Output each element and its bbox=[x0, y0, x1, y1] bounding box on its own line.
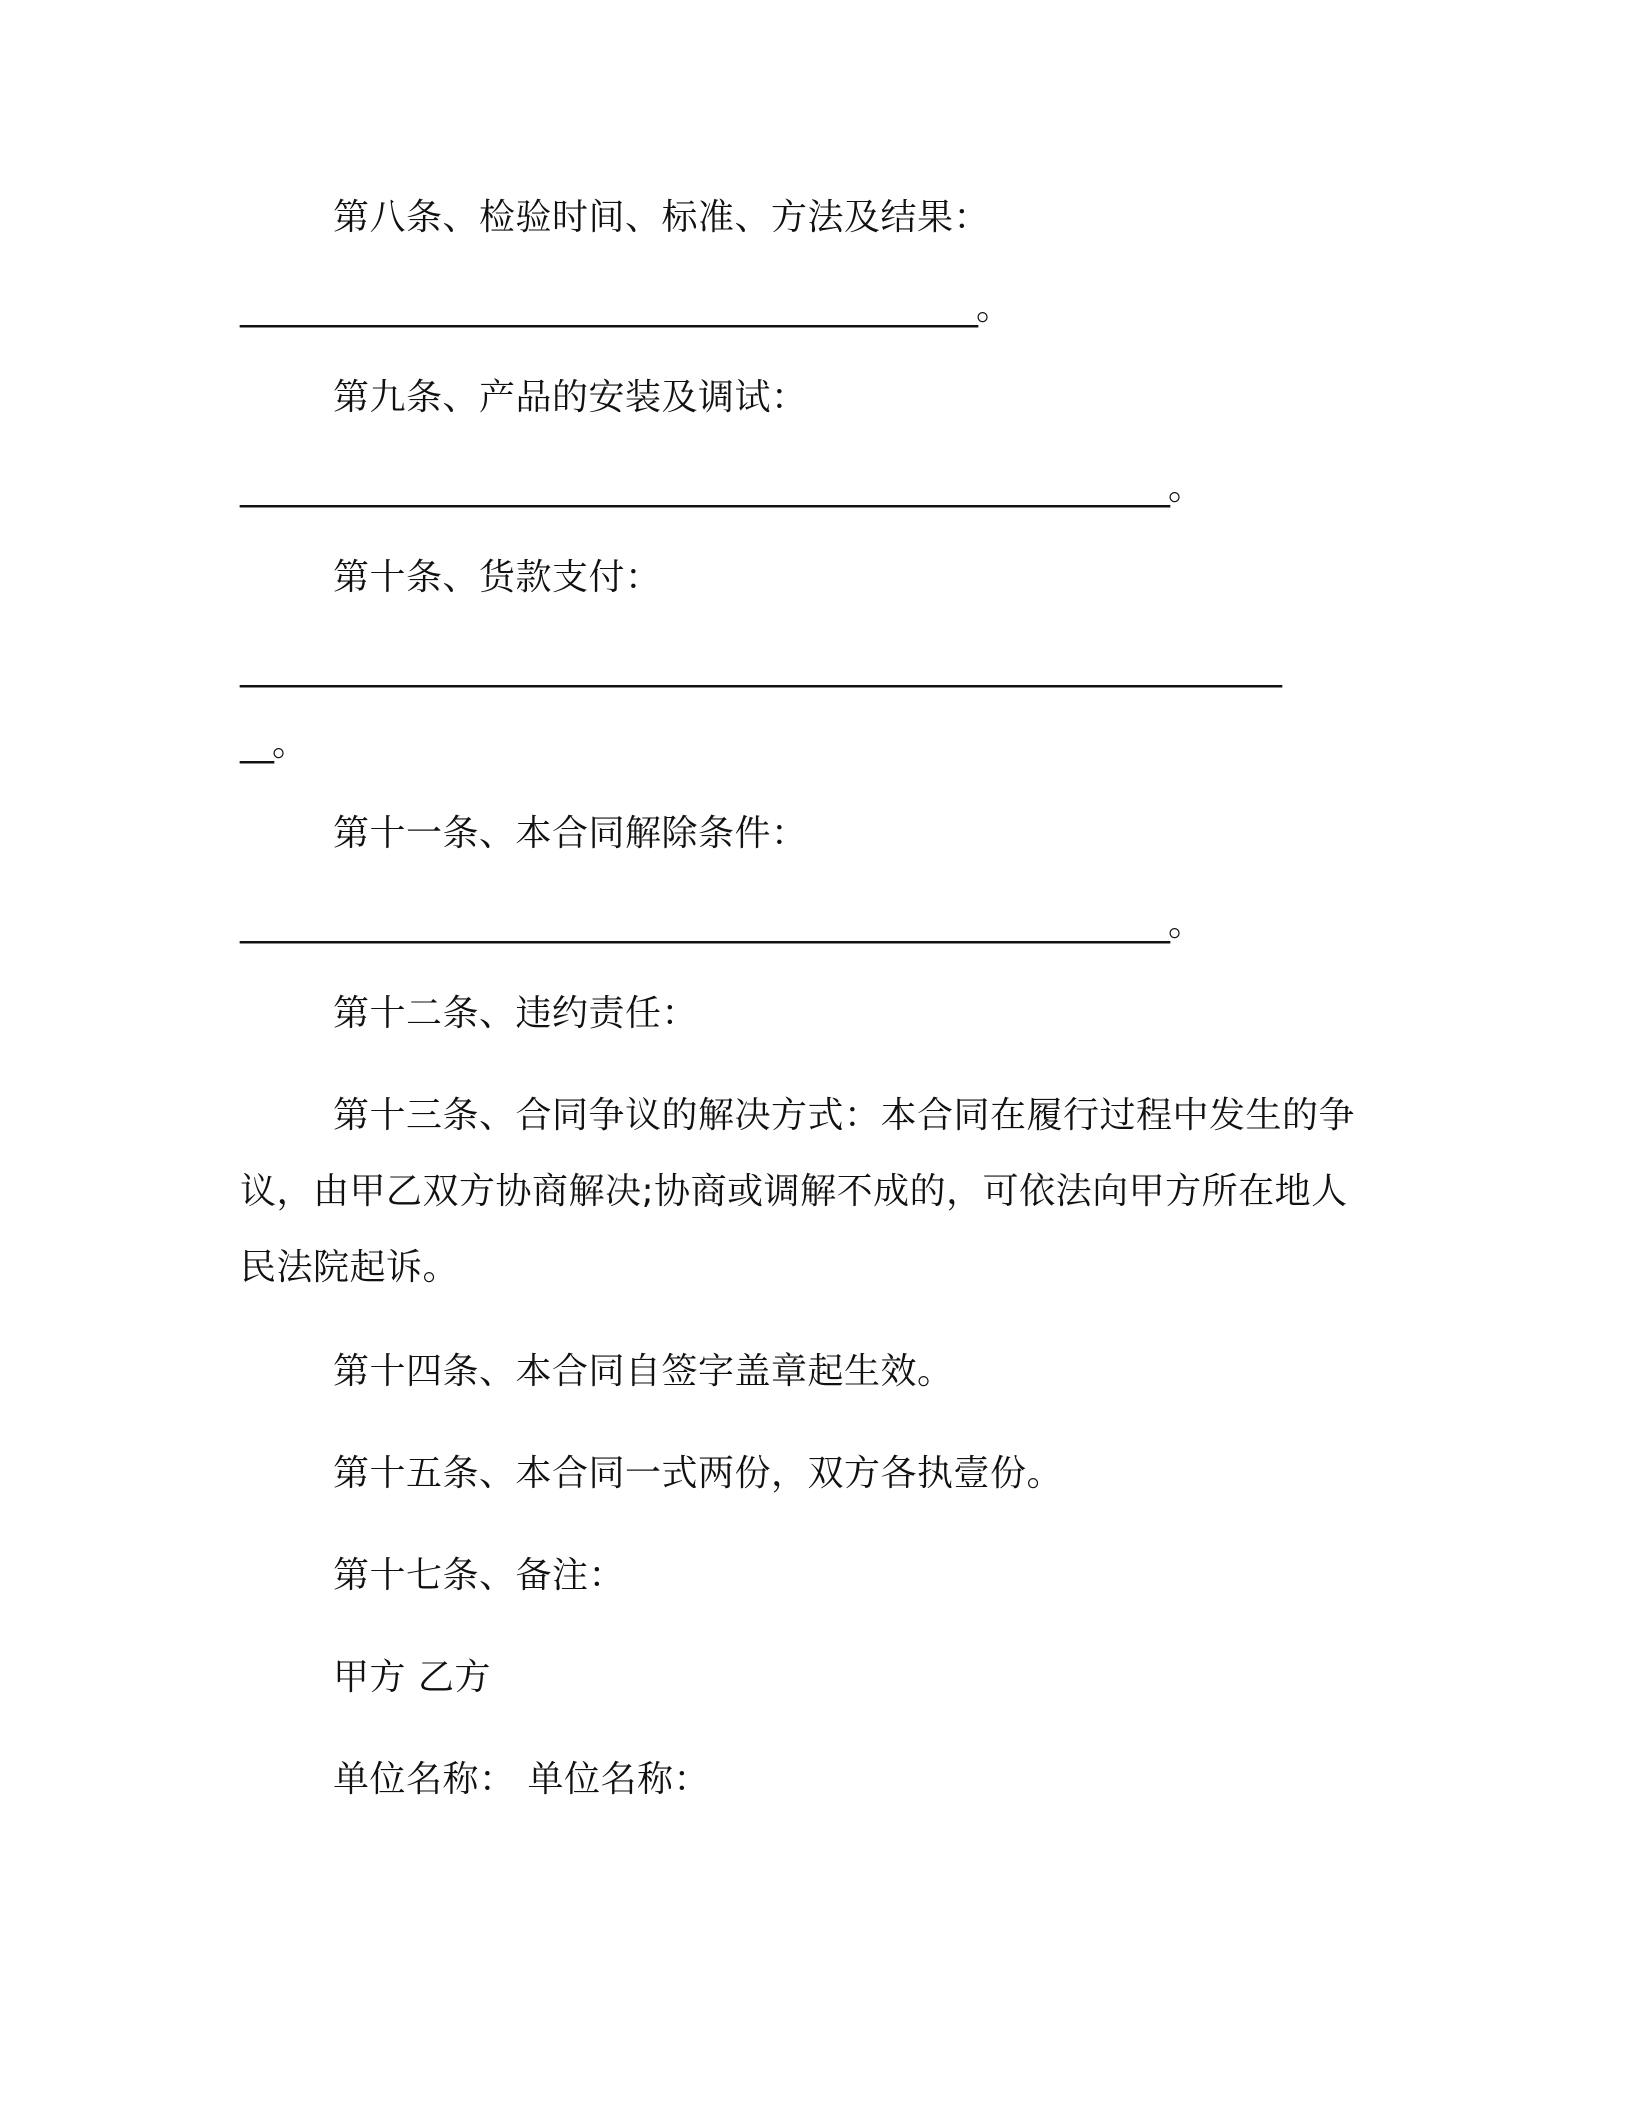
article-10-blank-line-2: __。 bbox=[240, 723, 307, 764]
article-13-line-3: 民法院起诉。 bbox=[240, 1247, 460, 1288]
article-9-heading: 第九条、产品的安装及调试： bbox=[333, 377, 808, 418]
unit-names-line: 单位名称： 单位名称： bbox=[333, 1759, 710, 1800]
article-17-heading: 第十七条、备注： bbox=[333, 1555, 626, 1596]
article-10-heading: 第十条、货款支付： bbox=[333, 557, 662, 598]
article-13-line-2: 议，由甲乙双方协商解决;协商或调解不成的，可依法向甲方所在地人 bbox=[240, 1171, 1348, 1212]
article-9-blank: __________________________________________________________。 bbox=[240, 467, 1202, 508]
article-14-text: 第十四条、本合同自签字盖章起生效。 bbox=[333, 1351, 954, 1392]
article-8-heading: 第八条、检验时间、标准、方法及结果： bbox=[333, 197, 991, 238]
parties-line: 甲方 乙方 bbox=[333, 1657, 491, 1698]
article-12-heading: 第十二条、违约责任： bbox=[333, 993, 699, 1034]
article-10-blank-line-1: _________________________________________________________________ bbox=[240, 647, 1280, 688]
article-11-blank: __________________________________________________________。 bbox=[240, 903, 1202, 944]
article-15-text: 第十五条、本合同一式两份，双方各执壹份。 bbox=[333, 1453, 1064, 1494]
article-13-line-1: 第十三条、合同争议的解决方式：本合同在履行过程中发生的争 bbox=[333, 1095, 1356, 1136]
article-11-heading: 第十一条、本合同解除条件： bbox=[333, 813, 808, 854]
article-8-blank: ______________________________________________。 bbox=[240, 287, 1010, 328]
